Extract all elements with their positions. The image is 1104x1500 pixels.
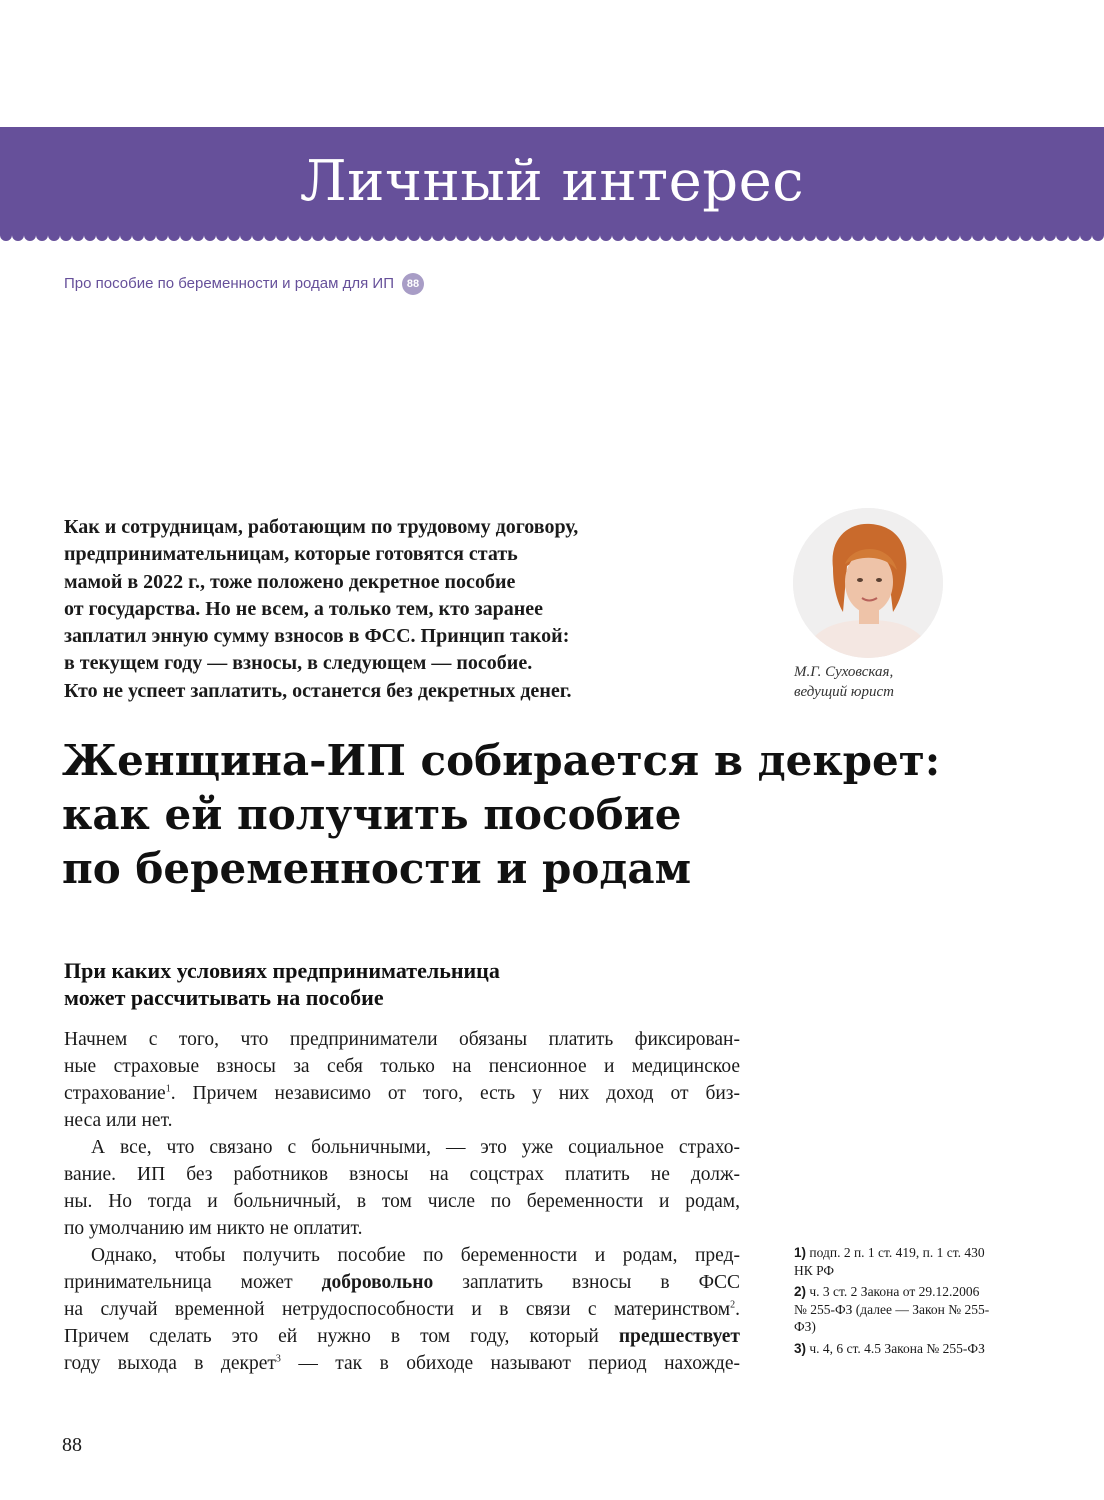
body-line: ные страховые взносы за себя только на пенсионное и медицинское [64, 1056, 740, 1077]
footnote-ref-2: 2 [730, 1299, 736, 1311]
lead-paragraph [64, 514, 764, 705]
author-portrait [793, 508, 943, 658]
body-line: Начнем с того, что предприниматели обязаны платить фиксирован- [64, 1029, 740, 1050]
emphasis-voluntarily: добровольно [321, 1272, 434, 1293]
footnote-1: 1) подп. 2 п. 1 ст. 419, п. 1 ст. 430 НК РФ [794, 1245, 985, 1278]
lead-line: заплатил энную сумму взносов в ФСС. Принцип такой: [64, 625, 570, 648]
headline-line: как ей получить пособие [62, 790, 682, 839]
body-line: вание. ИП без работников взносы на соцстрах платить не долж- [64, 1164, 740, 1185]
emphasis-precedes: предшествует [618, 1326, 740, 1347]
subhead-line: может рассчитывать на пособие [64, 985, 384, 1010]
article-topic [64, 273, 424, 295]
section-title: Личный интерес [299, 149, 805, 214]
author-role: ведущий юрист [794, 684, 894, 700]
article-body [64, 1026, 740, 1377]
body-line: ны. Но тогда и больничный, в том числе по беременности и родам, [64, 1191, 740, 1212]
body-line: Однако, чтобы получить пособие по беременности и родам, пред- [91, 1245, 740, 1266]
body-line: принимательница может добровольно заплатить взносы в ФСС [64, 1272, 740, 1293]
lead-line: Как и сотрудницам, работающим по трудовому договору, [64, 516, 579, 538]
lead-line: в текущем году — взносы, в следующем — пособие. [64, 652, 533, 675]
section-subheading [64, 957, 764, 1011]
body-line: на случай временной нетрудоспособности и в связи с материнством$^2$. [64, 1299, 740, 1320]
author-caption [794, 662, 894, 702]
lead-line: мамой в 2022 г., тоже положено декретное пособие [64, 570, 516, 593]
lead-line: от государства. Но не всем, а только тем, кто заранее [64, 597, 544, 620]
headline-line: Женщина-ИП собирается в декрет: [62, 736, 941, 785]
topic-text: Про пособие по беременности и родам для ИП [64, 275, 394, 292]
body-line: А все, что связано с больничными, — это уже социальное страхо- [91, 1137, 740, 1158]
lead-line: Кто не успеет заплатить, останется без декретных денег. [64, 679, 572, 702]
body-line: Причем сделать это ей нужно в том году, который предшествует [64, 1326, 740, 1347]
page-number: 88 [62, 1434, 82, 1456]
body-line: страхование$^1$. Причем независимо от того, есть у них доход от биз- [64, 1083, 740, 1104]
footnote-2: 2) ч. 3 ст. 2 Закона от 29.12.2006 № 255-ФЗ (далее — Закон № 255-ФЗ) [794, 1284, 990, 1334]
article-headline [62, 734, 1062, 896]
lead-line: предпринимательницам, которые готовятся стать [64, 543, 518, 566]
subhead-line: При каких условиях предпринимательница [64, 958, 500, 983]
footnote-3: 3) ч. 4, 6 ст. 4.5 Закона № 255-ФЗ [794, 1340, 985, 1356]
footnotes [794, 1244, 994, 1361]
body-line: неса или нет. [64, 1110, 173, 1131]
footnote-ref-1: 1 [165, 1083, 171, 1095]
body-line: году выхода в декрет$^3$ — так в обиходе называют период нахожде- [64, 1353, 740, 1374]
page-ref-badge: 88 [402, 273, 424, 295]
author-name: М.Г. Суховская, [794, 664, 894, 680]
banner-scalloped-edge [0, 228, 1104, 242]
headline-line: по беременности и родам [62, 844, 692, 893]
body-line: по умолчанию им никто не оплатит. [64, 1218, 363, 1239]
footnote-ref-3: 3 [275, 1353, 281, 1365]
